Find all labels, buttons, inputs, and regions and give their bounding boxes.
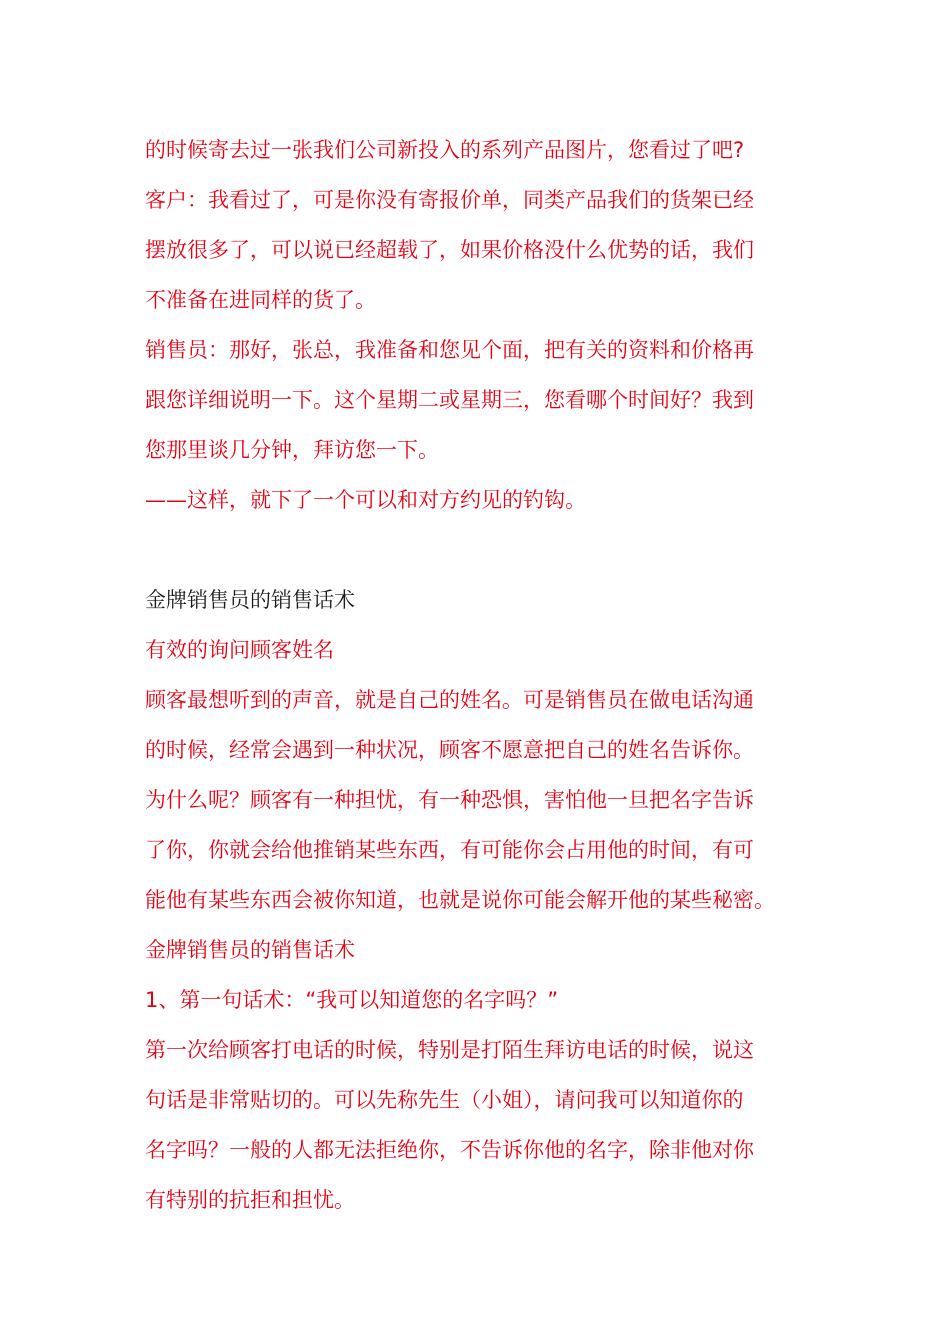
paragraph-line: 句话是非常贴切的。可以先称先生（小姐），请问我可以知道你的	[145, 1088, 744, 1112]
paragraph-line: 第一次给顾客打电话的时候，特别是打陌生拜访电话的时候，说这	[145, 1038, 754, 1062]
numbered-item: 1、第一句话术：“我可以知道您的名字吗？”	[145, 988, 559, 1012]
section-heading-red: 金牌销售员的销售话术	[145, 938, 355, 962]
paragraph-line: 的时候寄去过一张我们公司新投入的系列产品图片，您看过了吧?	[145, 138, 745, 162]
paragraph-line: 客户：我看过了，可是你没有寄报价单，同类产品我们的货架已经	[145, 188, 754, 212]
paragraph-line: 顾客最想听到的声音，就是自己的姓名。可是销售员在做电话沟通	[145, 688, 754, 712]
paragraph-line: 名字吗？一般的人都无法拒绝你，不告诉你他的名字，除非他对你	[145, 1138, 754, 1162]
paragraph-line: 为什么呢？顾客有一种担忧，有一种恐惧，害怕他一旦把名字告诉	[145, 788, 754, 812]
paragraph-line: 有特别的抗拒和担忧。	[145, 1188, 355, 1212]
section-heading: 金牌销售员的销售话术	[145, 588, 355, 612]
paragraph-line: 能他有某些东西会被你知道，也就是说你可能会解开他的某些秘密。	[145, 888, 775, 912]
paragraph-line: 的时候，经常会遇到一种状况，顾客不愿意把自己的姓名告诉你。	[145, 738, 754, 762]
paragraph-line: 不准备在进同样的货了。	[145, 288, 376, 312]
blank-line	[145, 525, 815, 575]
paragraph-line: 摆放很多了，可以说已经超载了，如果价格没什么优势的话，我们	[145, 238, 754, 262]
document-page	[145, 125, 815, 1225]
paragraph-line: 销售员：那好，张总，我准备和您见个面，把有关的资料和价格再	[145, 338, 754, 362]
subheading: 有效的询问顾客姓名	[145, 638, 334, 662]
paragraph-line: 了你，你就会给他推销某些东西，有可能你会占用他的时间，有可	[145, 838, 754, 862]
paragraph-line: 您那里谈几分钟，拜访您一下。	[145, 438, 439, 462]
paragraph-line: 跟您详细说明一下。这个星期二或星期三，您看哪个时间好？我到	[145, 388, 754, 412]
paragraph-line: ——这样，就下了一个可以和对方约见的钓钩。	[145, 488, 586, 512]
